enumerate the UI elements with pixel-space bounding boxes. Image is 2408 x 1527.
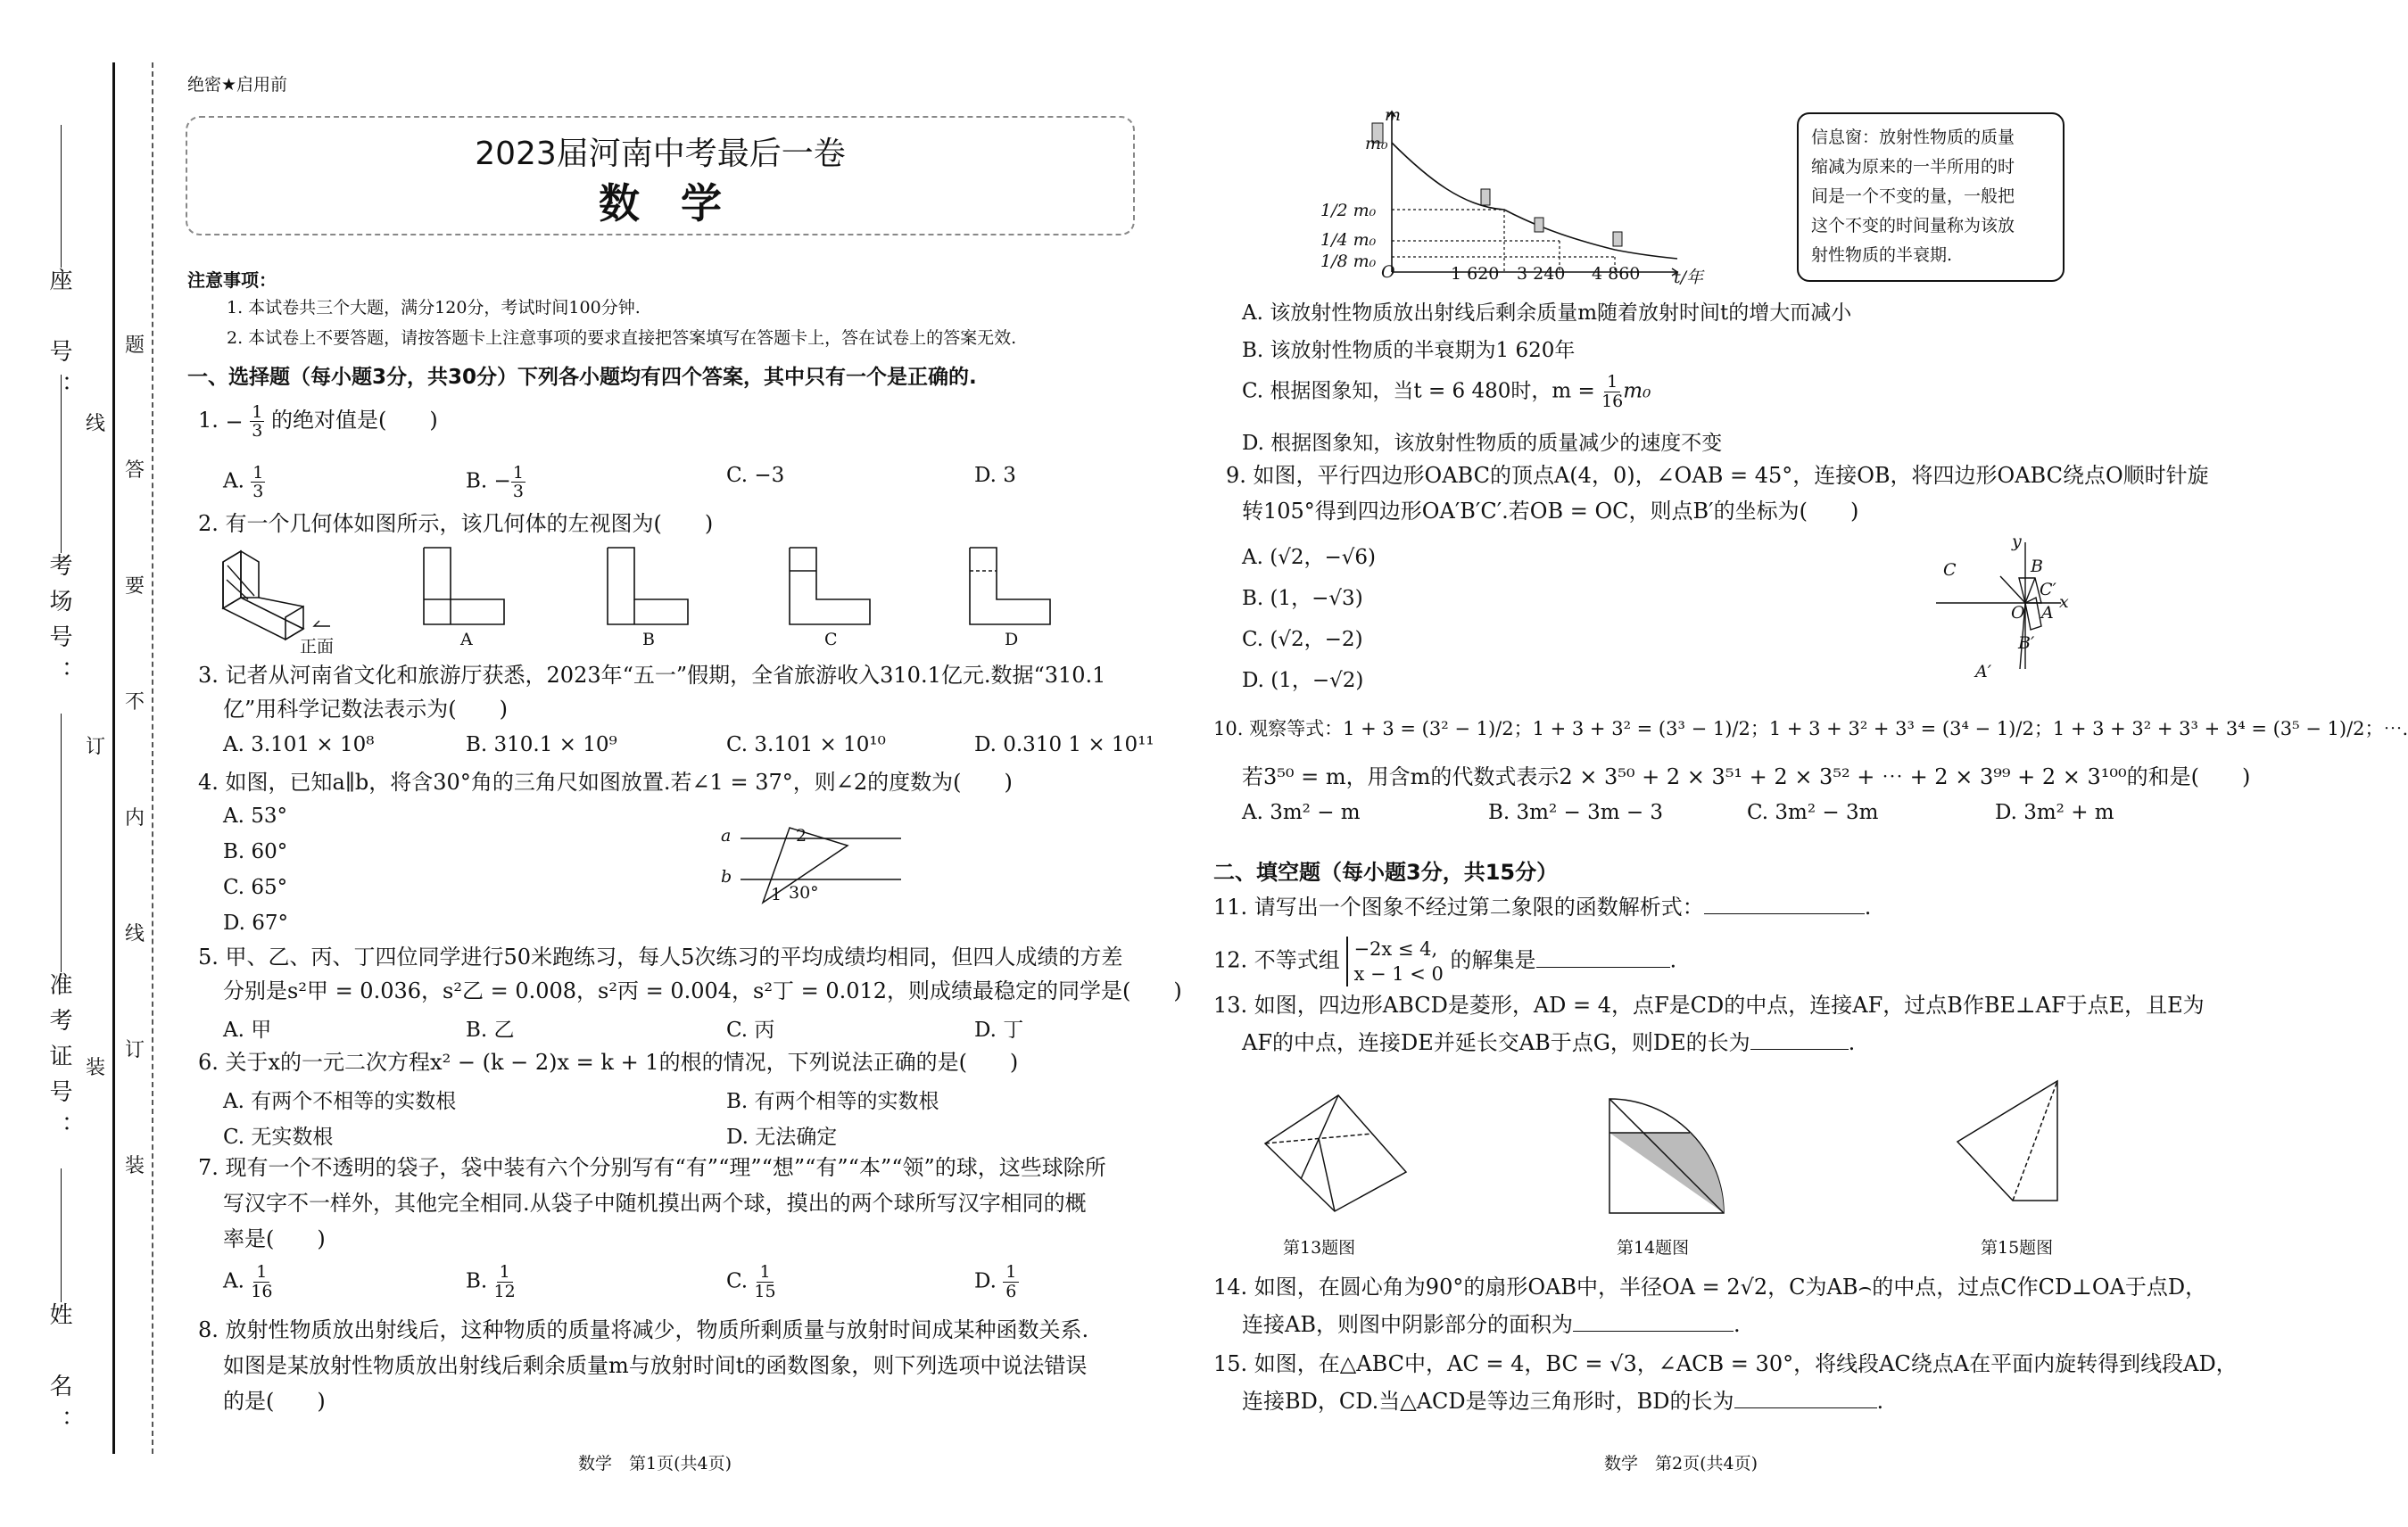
label-ticket: 准考证号：	[46, 972, 72, 1151]
mark-zhuang: 装	[86, 1057, 106, 1079]
question-10-line-1: 10. 观察等式：1 + 3 = (3² − 1)/2；1 + 3 + 3² = (3³ − 1)/2；1 + 3 + 3² + 3³ = (3⁴ − 1)/2；1 + 3 + 3² + 3³ + 3⁴ = (3⁵ − 1)/2；⋯.	[1213, 718, 2408, 739]
question-3-line-1: 3. 记者从河南省文化和旅游厅获悉，2023年“五一”假期，全省旅游收入310.1亿元.数据“310.1	[198, 663, 1106, 688]
q1-option-b[interactable]: B. − $\frac{1}{3}$	[466, 463, 524, 501]
q5-option-d[interactable]: D. 丁	[974, 1019, 1024, 1042]
question-13-line-2: AF的中点，连接DE并延长交AB于点G，则DE的长为 .	[1242, 1030, 1856, 1055]
notice-item-1: 1. 本试卷共三个大题，满分120分，考试时间100分钟.	[227, 298, 641, 318]
question-8-line-3: 的是( )	[223, 1389, 326, 1414]
q4-label-b: b	[721, 867, 732, 887]
q7-option-c[interactable]: C. $\frac{1}{15}$	[726, 1262, 776, 1301]
question-14-line-1: 14. 如图，在圆心角为90°的扇形OAB中，半径OA = 2√2，C为AB⌢的中点，过点C作CD⊥OA于点D，	[1213, 1275, 2207, 1300]
q2-label-a[interactable]: A	[460, 630, 473, 649]
q3-option-a[interactable]: A. 3.101 × 10⁸	[223, 733, 375, 756]
q2-view-a	[419, 546, 509, 626]
q7-option-d[interactable]: D. $\frac{1}{6}$	[974, 1263, 1019, 1301]
q2-view-d	[965, 546, 1055, 626]
room-blank[interactable]	[61, 375, 62, 553]
graph-tick-3240: 3 240	[1517, 264, 1566, 284]
graph-eighth-label: 1/8 m₀	[1320, 252, 1377, 271]
q9-label-a: A	[2041, 603, 2054, 623]
mark-ding: 订	[86, 736, 106, 758]
q8-option-d[interactable]: D. 根据图象知，该放射性物质的质量减少的速度不变	[1242, 432, 1723, 455]
question-7-line-1: 7. 现有一个不透明的袋子，袋中装有六个分别写有“有”“理”“想”“有”“本”“领”的球，这些球除所	[198, 1155, 1106, 1180]
q1-frac-num: 1	[252, 402, 263, 422]
question-14-line-2: 连接AB，则图中阴影部分的面积为 .	[1242, 1312, 1741, 1337]
q12-ineq-1: −2x ≤ 4,	[1353, 938, 1438, 960]
graph-t-label: t/年	[1674, 268, 1704, 287]
figure-15-caption: 第15题图	[1981, 1238, 2054, 1258]
question-9-line-1: 9. 如图，平行四边形OABC的顶点A(4，0)，∠OAB = 45°，连接OB，将四边形OABC绕点O顺时针旋	[1226, 463, 2209, 488]
q9-label-b-prime: B′	[2018, 633, 2035, 653]
question-13-line-1: 13. 如图，四边形ABCD是菱形，AD = 4，点F是CD的中点，连接AF，过点B作BE⊥AF于点E，且E为	[1213, 993, 2205, 1018]
q3-option-b[interactable]: B. 310.1 × 10⁹	[466, 733, 617, 756]
seat-blank[interactable]	[61, 125, 62, 268]
graph-m-label: m	[1385, 105, 1402, 125]
q9-label-b: B	[2031, 557, 2043, 576]
q2-label-d[interactable]: D	[1005, 630, 1019, 649]
inner-2: 答	[125, 459, 145, 482]
info-line-1: 信息窗：放射性物质的质量	[1811, 128, 2015, 147]
q11-blank[interactable]	[1704, 913, 1865, 914]
q13-blank[interactable]	[1750, 1049, 1849, 1050]
question-7-line-2: 写汉字不一样外，其他完全相同.从袋子中随机摸出两个球，摸出的两个球所写汉字相同的概	[223, 1191, 1087, 1216]
q5-option-c[interactable]: C. 丙	[726, 1019, 775, 1042]
q9-option-a[interactable]: A. (√2，−√6)	[1242, 546, 1377, 569]
graph-tick-4860: 4 860	[1592, 264, 1641, 284]
figure-14	[1579, 1088, 1758, 1222]
inner-6: 线	[125, 923, 145, 945]
q2-front-label: 正面	[300, 637, 335, 656]
q2-solid-figure	[214, 544, 366, 651]
q4-label-1: 1	[771, 885, 782, 904]
section-2-heading: 二、填空题（每小题3分，共15分）	[1213, 860, 1559, 885]
info-line-5: 射性物质的半衰期.	[1811, 245, 1953, 265]
q2-view-c	[785, 546, 874, 626]
question-8-line-1: 8. 放射性物质放出射线后，这种物质的质量将减少，物质所剩质量与放射时间成某种函数关系.	[198, 1317, 1089, 1342]
graph-m0-label: m₀	[1365, 134, 1388, 153]
graph-origin: O	[1381, 262, 1395, 282]
question-2: 2. 有一个几何体如图所示，该几何体的左视图为( )	[198, 511, 714, 536]
secret-mark: 绝密★启用前	[187, 75, 288, 95]
q8-option-c[interactable]: C. 根据图象知，当t = 6 480时，m = $\frac{1}{16}$ m₀	[1242, 372, 1651, 411]
q8-option-a[interactable]: A. 该放射性物质放出射线后剩余质量m随着放射时间t的增大而减小	[1242, 301, 1852, 325]
question-7-line-3: 率是( )	[223, 1226, 326, 1251]
q3-option-d[interactable]: D. 0.310 1 × 10¹¹	[974, 733, 1154, 756]
question-6: 6. 关于x的一元二次方程x² − (k − 2)x = k + 1的根的情况，下列说法正确的是( )	[198, 1050, 1019, 1075]
q1-text: 的绝对值是( )	[271, 408, 438, 433]
question-4: 4. 如图，已知a∥b，将含30°角的三角尺如图放置.若∠1 = 37°，则∠2的度数为( )	[198, 770, 1013, 795]
q6-option-d[interactable]: D. 无法确定	[726, 1126, 838, 1149]
inner-7: 订	[125, 1039, 145, 1061]
q1-option-d[interactable]: D. 3	[974, 464, 1016, 487]
q5-option-a[interactable]: A. 甲	[223, 1019, 272, 1042]
question-15-line-1: 15. 如图，在△ABC中，AC = 4，BC = √3，∠ACB = 30°，将线段AC绕点A在平面内旋转得到线段AD，	[1213, 1351, 2238, 1376]
question-3-line-2: 亿”用科学记数法表示为( )	[223, 697, 508, 722]
label-name: 姓 名：	[46, 1302, 72, 1445]
q1-frac-den: 3	[252, 421, 263, 441]
subject-title: 数 学	[599, 179, 722, 227]
q6-option-c[interactable]: C. 无实数根	[223, 1126, 334, 1149]
question-15-line-2: 连接BD，CD.当△ACD是等边三角形时，BD的长为 .	[1242, 1389, 1884, 1414]
q4-option-b[interactable]: B. 60°	[223, 840, 288, 863]
question-8-line-2: 如图是某放射性物质放出射线后剩余质量m与放射时间t的函数图象，则下列选项中说法错误	[223, 1353, 1088, 1378]
graph-half-label: 1/2 m₀	[1320, 201, 1377, 220]
binding-solid-line	[112, 62, 115, 1454]
graph-tick-1620: 1 620	[1451, 264, 1500, 284]
q14-blank[interactable]	[1573, 1331, 1734, 1332]
question-10-line-2: 若3⁵⁰ = m，用含m的代数式表示2 × 3⁵⁰ + 2 × 3⁵¹ + 2 × 3⁵² + ⋯ + 2 × 3⁹⁹ + 2 × 3¹⁰⁰的和是( )	[1242, 764, 2251, 789]
info-window	[1797, 112, 2065, 282]
q1-num: 1.	[198, 408, 219, 433]
q10-option-a[interactable]: A. 3m² − m	[1242, 801, 1361, 824]
binding-dashed-line	[152, 62, 153, 1454]
inner-1: 题	[125, 334, 145, 357]
q7-option-a[interactable]: A. $\frac{1}{16}$	[223, 1262, 273, 1301]
q4-label-2: 2	[796, 826, 807, 846]
q12-ineq-2: x − 1 < 0	[1353, 963, 1444, 985]
ticket-blank[interactable]	[61, 714, 62, 972]
q9-label-a-prime: A′	[1975, 662, 1992, 681]
info-line-4: 这个不变的时间量称为该放	[1811, 216, 2015, 235]
q12-blank[interactable]	[1536, 967, 1670, 968]
q9-label-x: x	[2059, 592, 2069, 612]
q10-option-d[interactable]: D. 3m² + m	[1995, 801, 2114, 824]
section-1-heading: 一、选择题（每小题3分，共30分）下列各小题均有四个答案，其中只有一个是正确的.	[187, 366, 977, 389]
q9-option-d[interactable]: D. (1，−√2)	[1242, 669, 1364, 692]
q8-option-b[interactable]: B. 该放射性物质的半衰期为1 620年	[1242, 339, 1576, 362]
title-box	[186, 116, 1135, 235]
exam-title: 2023届河南中考最后一卷	[475, 136, 846, 172]
question-1: 1. − $\frac{1}{3}$ 的绝对值是( )	[198, 402, 438, 441]
figure-13	[1249, 1079, 1419, 1222]
q3-option-c[interactable]: C. 3.101 × 10¹⁰	[726, 733, 886, 756]
q4-option-a[interactable]: A. 53°	[223, 805, 287, 828]
q6-option-a[interactable]: A. 有两个不相等的实数根	[223, 1090, 457, 1113]
question-5-line-2: 分别是s²甲 = 0.036，s²乙 = 0.008，s²丙 = 0.004，s²丁 = 0.012，则成绩最稳定的同学是( )	[223, 978, 1182, 1003]
q7-option-b[interactable]: B. $\frac{1}{12}$	[466, 1262, 516, 1301]
notice-title: 注意事项：	[187, 269, 277, 291]
q2-view-b	[603, 546, 692, 626]
q2-label-c[interactable]: C	[824, 630, 838, 649]
figure-13-caption: 第13题图	[1283, 1238, 1356, 1258]
q5-option-b[interactable]: B. 乙	[466, 1019, 515, 1042]
binding-strip	[0, 0, 178, 1527]
graph-quarter-label: 1/4 m₀	[1320, 230, 1377, 250]
q6-option-b[interactable]: B. 有两个相等的实数根	[726, 1090, 939, 1113]
question-11: 11. 请写出一个图象不经过第二象限的函数解析式： .	[1213, 895, 1872, 920]
label-seat: 座 号：	[46, 268, 72, 410]
inner-8: 装	[125, 1155, 145, 1177]
info-line-2: 缩减为原来的一半所用的时	[1811, 157, 2015, 177]
q9-label-o: O	[2011, 603, 2025, 623]
label-room: 考场号：	[46, 553, 72, 696]
q15-blank[interactable]	[1734, 1407, 1877, 1408]
inner-5: 内	[125, 807, 145, 830]
q9-label-c-prime: C′	[2040, 580, 2056, 599]
info-line-3: 间是一个不变的量，一般把	[1811, 186, 2015, 206]
q4-option-d[interactable]: D. 67°	[223, 912, 289, 935]
question-9-line-2: 转105°得到四边形OA′B′C′.若OB = OC，则点B′的坐标为( )	[1242, 499, 1859, 524]
question-12: 12. 不等式组 −2x ≤ 4, x − 1 < 0 的解集是 .	[1213, 938, 1677, 985]
inner-4: 不	[125, 691, 145, 714]
q9-option-b[interactable]: B. (1，−√3)	[1242, 587, 1363, 610]
footer-right: 数学 第2页(共4页)	[1604, 1454, 1758, 1473]
q4-label-a: a	[721, 826, 732, 846]
q1-option-c[interactable]: C. −3	[726, 464, 785, 487]
q10-option-b[interactable]: B. 3m² − 3m − 3	[1488, 801, 1664, 824]
notice-item-2: 2. 本试卷上不要答题，请按答题卡上注意事项的要求直接把答案填写在答题卡上，答在试卷上的答案无效.	[227, 328, 1017, 348]
q9-label-y: y	[2012, 532, 2022, 551]
inner-3: 要	[125, 575, 145, 598]
mark-xian: 线	[86, 413, 106, 435]
name-blank[interactable]	[61, 1168, 62, 1302]
q10-option-c[interactable]: C. 3m² − 3m	[1747, 801, 1879, 824]
q4-option-c[interactable]: C. 65°	[223, 876, 288, 899]
figure-14-caption: 第14题图	[1617, 1238, 1690, 1258]
q2-label-b[interactable]: B	[642, 630, 655, 649]
figure-15	[1927, 1070, 2097, 1213]
q9-option-c[interactable]: C. (√2，−2)	[1242, 628, 1363, 651]
q1-option-a[interactable]: A. $\frac{1}{3}$	[223, 463, 264, 501]
q9-label-c: C	[1943, 560, 1957, 580]
q4-label-30: 30°	[789, 883, 819, 903]
question-5-line-1: 5. 甲、乙、丙、丁四位同学进行50米跑练习，每人5次练习的平均成绩均相同，但四人成绩的方差	[198, 945, 1123, 970]
footer-left: 数学 第1页(共4页)	[578, 1454, 732, 1473]
